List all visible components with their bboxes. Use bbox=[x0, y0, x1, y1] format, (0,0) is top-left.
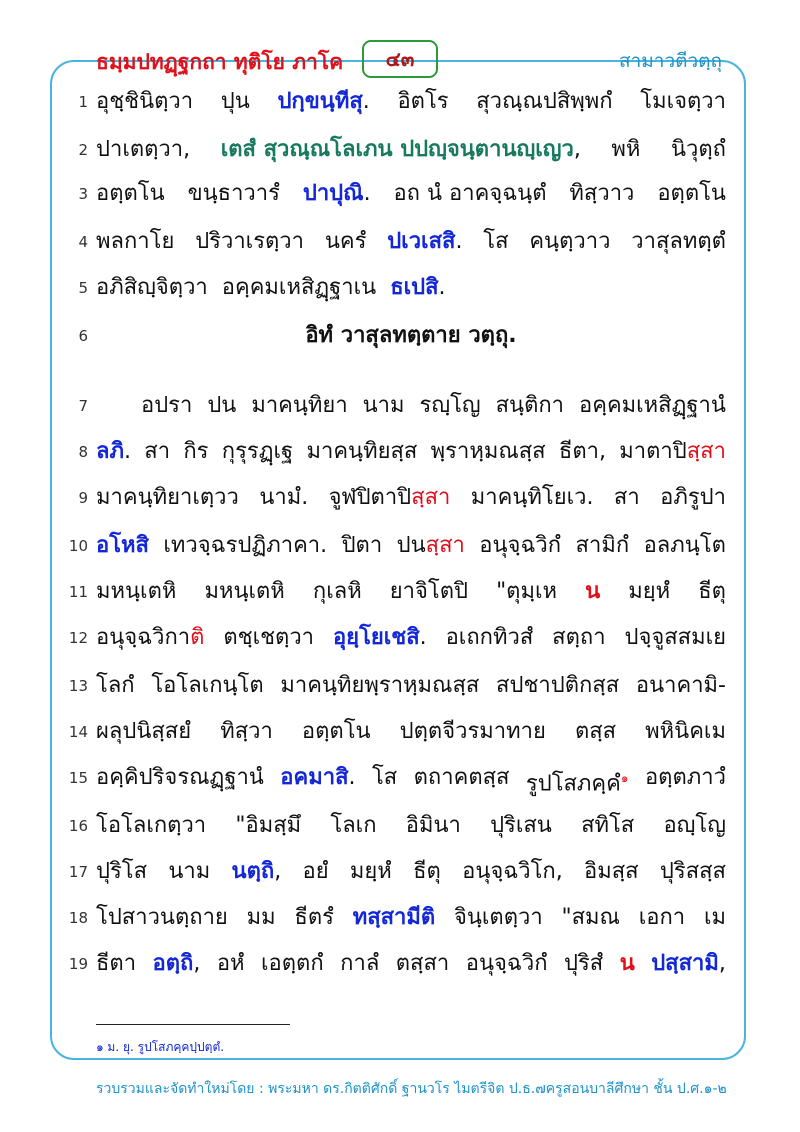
word-emph: มาตาปิสฺสา bbox=[619, 439, 726, 464]
word: ธีตา bbox=[96, 951, 137, 976]
word: พหิ bbox=[611, 137, 641, 162]
word: ตสฺส bbox=[574, 719, 617, 744]
text-line bbox=[50, 618, 750, 658]
word: ปริวาเรตฺวา bbox=[195, 229, 305, 254]
word: อนาคามิ- bbox=[635, 673, 726, 698]
word: ขนฺธาวารํ bbox=[187, 181, 280, 206]
line-number: 10 bbox=[68, 537, 88, 555]
line-number: 17 bbox=[68, 863, 88, 881]
line-number: 5 bbox=[78, 279, 88, 297]
word: ทิสฺวา bbox=[220, 719, 273, 744]
footer-credit: รวบรวมและจัดทำใหม่โดย : พระมหา ดร.กิตติศักดิ์ ฐานวโร ไมตรีจิต ป.ธ.๗ bbox=[96, 1081, 546, 1097]
word: สา bbox=[613, 485, 640, 510]
word: ปจฺจูสสมเย bbox=[624, 625, 726, 650]
word: สทิโส bbox=[581, 813, 635, 838]
section-heading: อิทํ วาสุลทตฺตาย วตฺถุ. bbox=[305, 323, 517, 348]
word: โปสาวนตฺถาย bbox=[96, 905, 228, 930]
word-emph: อตฺถิ, bbox=[152, 951, 201, 976]
word: อภิรูปา bbox=[660, 485, 726, 510]
line-text bbox=[96, 526, 726, 566]
text-line bbox=[50, 944, 750, 984]
word: "สมณ bbox=[561, 905, 620, 930]
word: สามิกํ bbox=[575, 533, 630, 558]
word: เอกา bbox=[638, 905, 686, 930]
word: ธีตุ bbox=[413, 859, 441, 884]
word-emph: ปนสฺสา bbox=[396, 533, 465, 558]
line-number: 7 bbox=[78, 397, 88, 415]
word: รญฺโญ bbox=[419, 393, 481, 418]
line-text bbox=[96, 432, 726, 472]
word-emph: อนุจฺฉวิกาติ bbox=[96, 625, 205, 650]
word: ปาเตตฺวา, bbox=[96, 137, 191, 162]
text-line bbox=[50, 316, 750, 356]
page-header bbox=[0, 40, 800, 80]
word: มหนฺเตหิ bbox=[204, 579, 285, 604]
text-line bbox=[50, 174, 750, 214]
line-number: 15 bbox=[68, 769, 88, 787]
page-number-box: ๔๓ bbox=[362, 40, 438, 78]
word-emph: จูฬปิตาปิสฺสา bbox=[328, 485, 451, 510]
word: โอโลเกตฺวา bbox=[96, 813, 207, 838]
line-text bbox=[96, 386, 726, 426]
word: ปุริสสฺส bbox=[659, 859, 726, 884]
word: มหนฺเตหิ bbox=[96, 579, 177, 604]
word: อนุจฺฉวิกํ bbox=[465, 951, 548, 976]
text-line bbox=[50, 806, 750, 846]
word: ปุริโส bbox=[96, 859, 148, 884]
line-number: 14 bbox=[68, 723, 88, 741]
word: วาสุลทตฺตํ bbox=[631, 229, 726, 254]
text-line bbox=[50, 386, 750, 426]
word: อคฺคมเหสิฏฺฐานํ bbox=[579, 393, 726, 418]
text-line bbox=[50, 222, 750, 262]
text-line bbox=[50, 852, 750, 892]
line-number: 11 bbox=[68, 583, 88, 601]
word: อเถกทิวสํ bbox=[445, 625, 534, 650]
text-line bbox=[50, 478, 750, 518]
word: ธีตา, bbox=[558, 439, 606, 464]
word: สตฺถา bbox=[552, 625, 606, 650]
text-line bbox=[50, 82, 750, 122]
word: โลเก bbox=[330, 813, 377, 838]
word: โส bbox=[371, 765, 398, 790]
word-footnoted: รูปโสภคฺคํ$^๑$ bbox=[525, 771, 629, 797]
line-number: 19 bbox=[68, 955, 88, 973]
line-text bbox=[96, 478, 726, 518]
word: อตฺตโน bbox=[96, 181, 165, 206]
word: อตฺตโน bbox=[657, 181, 726, 206]
line-text bbox=[96, 898, 726, 938]
word: ปุน bbox=[220, 89, 250, 114]
line-text bbox=[96, 852, 726, 892]
line-number: 8 bbox=[78, 443, 88, 461]
word: อิมินา bbox=[405, 813, 461, 838]
line-text bbox=[96, 130, 726, 170]
word: อตฺตภาวํ bbox=[644, 765, 726, 790]
word-emph: อโหสิ bbox=[96, 533, 149, 558]
line-number: 18 bbox=[68, 909, 88, 927]
word: อุชฺชินิตฺวา bbox=[96, 89, 194, 114]
word-emph: ลภิ. bbox=[96, 439, 131, 464]
word: อคฺคิปริจรณฏฺฐานํ bbox=[96, 765, 264, 790]
line-text bbox=[96, 222, 726, 262]
word: นาม bbox=[362, 393, 405, 418]
line-number: 4 bbox=[78, 233, 88, 251]
word: โลกํ bbox=[96, 673, 135, 698]
word: อภิสิญฺจิตฺวา bbox=[96, 275, 208, 300]
word: อนุจฺฉวิกํ bbox=[479, 533, 562, 558]
text-line bbox=[50, 526, 750, 566]
word: อยํ bbox=[302, 859, 329, 884]
word: ตสฺสา bbox=[395, 951, 450, 976]
word-emph: อคมาสิ. bbox=[280, 765, 356, 790]
word: คนฺตฺวาว bbox=[529, 229, 611, 254]
word: กิร bbox=[183, 439, 209, 464]
word: มาคนฺทิยา bbox=[251, 393, 348, 418]
word: นามํ. bbox=[259, 485, 309, 510]
line-text bbox=[96, 174, 726, 214]
word: ปน bbox=[207, 393, 237, 418]
word: อถ นํ อาคจฺฉนฺตํ bbox=[393, 181, 547, 206]
word-emph: ทสฺสามีติ bbox=[352, 905, 436, 930]
word: อิตโร bbox=[397, 89, 449, 114]
word: มยฺหํ bbox=[349, 859, 392, 884]
word: อลภนฺโต bbox=[643, 533, 726, 558]
line-number: 3 bbox=[78, 185, 88, 203]
word: อนุจฺฉวิโก, bbox=[462, 859, 563, 884]
word: เอตฺตกํ bbox=[261, 951, 324, 976]
word: อหํ bbox=[216, 951, 245, 976]
story-title: สามาวตีวตฺถุ bbox=[619, 50, 722, 72]
line-number: 12 bbox=[68, 629, 88, 647]
word: สุวณฺณปสิพฺพกํ bbox=[476, 89, 613, 114]
line-number: 9 bbox=[78, 489, 88, 507]
word: อญฺโญ bbox=[663, 813, 726, 838]
word: อิมสฺส bbox=[584, 859, 639, 884]
word: สปชาปติกสฺส bbox=[496, 673, 620, 698]
word-emph: นตฺถิ, bbox=[231, 859, 282, 884]
word: ผลุปนิสฺสยํ bbox=[96, 719, 192, 744]
word-emph: เตสํ สุวณฺณโลเภน ปปญฺจนฺตานญฺเญว, bbox=[220, 137, 581, 162]
word-emph: ธเปสิ. bbox=[390, 275, 446, 300]
word: จินฺเตตฺวา bbox=[453, 905, 543, 930]
word: ปตฺตจีวรมาทาย bbox=[399, 719, 546, 744]
word: ธีตุ bbox=[698, 579, 726, 604]
word: สนฺติกา bbox=[495, 393, 565, 418]
word-emph: ปาปุณิ. bbox=[302, 181, 371, 206]
word: กาลํ bbox=[340, 951, 380, 976]
text-line bbox=[50, 432, 750, 472]
word: มาคนฺทิยพฺราหฺมณสฺส bbox=[280, 673, 480, 698]
word: มาคนฺทิโยเว. bbox=[470, 485, 594, 510]
word: มยฺหํ bbox=[628, 579, 671, 604]
word: กุเลหิ bbox=[312, 579, 362, 604]
line-number: 16 bbox=[68, 817, 88, 835]
line-number: 1 bbox=[78, 93, 88, 111]
word: "ตุมฺเห bbox=[496, 579, 557, 604]
word: นิวุตฺถํ bbox=[671, 137, 726, 162]
word: สา bbox=[144, 439, 171, 464]
word: ยาจิโตปิ bbox=[389, 579, 468, 604]
line-text bbox=[96, 758, 726, 804]
line-number: 2 bbox=[78, 141, 88, 159]
word: เม bbox=[703, 905, 726, 930]
word: ปุริสํ bbox=[564, 951, 604, 976]
word: ปุริเสน bbox=[490, 813, 552, 838]
footnote-rule bbox=[96, 1024, 290, 1025]
line-number: 6 bbox=[78, 327, 88, 345]
word: ทิสฺวาว bbox=[569, 181, 635, 206]
word: มม bbox=[246, 905, 276, 930]
word: ธีตรํ bbox=[294, 905, 334, 930]
word: โอโลเกนฺโต bbox=[151, 673, 264, 698]
line-text bbox=[96, 618, 726, 658]
line-text bbox=[96, 572, 726, 612]
word: ตชฺเชตฺวา bbox=[223, 625, 315, 650]
word: "อิมสฺมึ bbox=[235, 813, 302, 838]
word: เทวจฺฉรปฏิภาคา. bbox=[163, 533, 328, 558]
word-emph: ปเวเสสิ. bbox=[387, 229, 463, 254]
word-emph: อุยฺโยเชสิ. bbox=[332, 625, 427, 650]
footnote: ๑ ม. ยุ. รูปโสภคฺคปฺปตฺตํ. bbox=[96, 1040, 225, 1054]
line-text bbox=[96, 944, 726, 984]
line-text bbox=[96, 712, 726, 752]
line-text bbox=[96, 666, 726, 706]
book-title: ธมฺมปทฏฺฐกถา ทุติโย ภาโค bbox=[96, 50, 344, 74]
footnote-marker: ๑ bbox=[620, 771, 629, 785]
line-text bbox=[96, 806, 726, 846]
text-line bbox=[50, 572, 750, 612]
word: พหินิคเม bbox=[645, 719, 726, 744]
line-text bbox=[96, 82, 726, 122]
text-line bbox=[50, 130, 750, 170]
text-line bbox=[50, 268, 750, 308]
word: ปิตา bbox=[341, 533, 383, 558]
word: ตถาคตสฺส bbox=[413, 765, 510, 790]
word: โส bbox=[483, 229, 509, 254]
word: นาม bbox=[168, 859, 211, 884]
word-emph: ปสฺสามิ, bbox=[651, 951, 726, 976]
page-footer bbox=[96, 1078, 726, 1100]
word-emph: น bbox=[585, 579, 601, 604]
line-text bbox=[96, 268, 726, 308]
word: อคฺคมเหสิฏฺฐาเน bbox=[221, 275, 377, 300]
word: นครํ bbox=[324, 229, 367, 254]
text-line bbox=[50, 898, 750, 938]
line-number: 13 bbox=[68, 677, 88, 695]
text-line bbox=[50, 758, 750, 798]
word: มาคนฺทิยสฺส bbox=[306, 439, 418, 464]
word: พฺราหฺมณสฺส bbox=[430, 439, 546, 464]
word: อตฺตโน bbox=[301, 719, 371, 744]
word: อปรา bbox=[141, 393, 193, 418]
word: พลกาโย bbox=[96, 229, 175, 254]
footer-teacher: ครูสอนบาลีศึกษา ชั้น ป.ศ.๑-๒ bbox=[545, 1081, 727, 1097]
word-emph: ปกฺขนฺทีสุ. bbox=[277, 89, 370, 114]
text-line bbox=[50, 712, 750, 752]
word: กุรุรฏฺเฐ bbox=[221, 439, 294, 464]
text-line bbox=[50, 666, 750, 706]
word: มาคนฺทิยาเตฺวว bbox=[96, 485, 239, 510]
word: โมเจตฺวา bbox=[640, 89, 726, 114]
word-emph: น bbox=[619, 951, 635, 976]
